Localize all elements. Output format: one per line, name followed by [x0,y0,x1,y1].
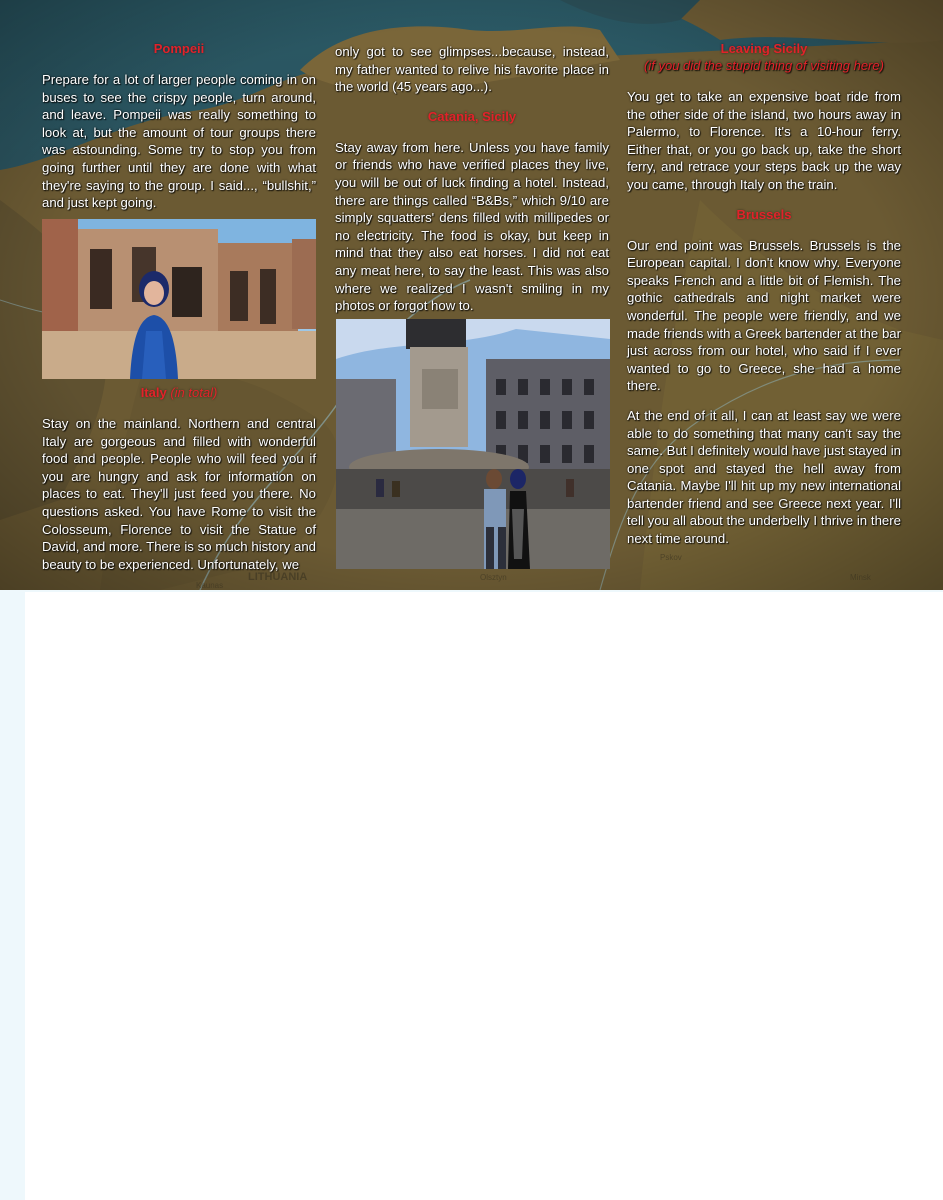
pompeii-paragraph: Prepare for a lot of larger people coming in on buses to see the crispy people, turn around, and leave. Pompeii was really something to look at, but the amount of tour groups there was astounding. Some try to stop you from going further until they are done with what they're saying to the group. I said..., “bullshit,” and just kept going. [42,72,316,211]
pompeii-heading: Pompeii [153,41,205,56]
italy-section [42,384,316,585]
italy-heading: Italy (in total) [140,385,218,400]
map-label: Olsztyn [480,573,507,582]
italy-paragraph: Stay on the mainland. Northern and central Italy are gorgeous and filled with wonderful food and people. People who will feed you if you are hungry and ask for information on places to eat. They'll just feed you there. No questions asked. You have Rome to visit the Colosseum, Florence to visit the Statue of David, and more. There is so much history and beauty to be experienced. Unfortunately, we [42,416,316,572]
catania-heading: Catania, Sicily [427,108,517,124]
leaving-sicily-subheading: (if you did the stupid thing of visiting here) [644,58,884,73]
map-label: Pskov [660,553,682,562]
page-margin-strip [0,592,25,1200]
column-1 [42,40,316,224]
map-label: Minsk [850,573,871,582]
continued-paragraph: only got to see glimpses...because, instead, my father wanted to relive his favorite place in the world (45 years ago...). [335,44,609,95]
pompeii-photo [42,219,316,379]
leaving-sicily-paragraph: You get to take an expensive boat ride from the other side of the island, two hours away in Palermo, to Florence. It's a 10-hour ferry. Either that, or you go back up, take the short ferry, and retrace your steps back up the way you came, through Italy on the train. [627,89,901,192]
brussels-paragraph: Our end point was Brussels. Brussels is the European capital. I don't know why. Everyone speaks French and a little bit of Flemish. The gothic cathedrals and night market were wonderful. The people were friendly, and we made friends with a Greek bartender at the bar just across from our hotel, who said if I ever wanted to go to Greece, she had a home there. [627,237,901,394]
map-label: LITHUANIA [248,571,308,583]
column-2 [335,44,609,327]
map-label: Kaunas [196,581,224,590]
closing-paragraph: At the end of it all, I can at least say we were able to do something that many can't say the same. But I definitely would have just stayed in one spot and stayed the hell away from Catania. Maybe I'll hit up my new international bartender friend and see Greece next year. I'll tell you all about the underbelly I thrive in there next time around. [627,407,901,547]
blank-page-area [25,592,943,1200]
leaving-sicily-heading: Leaving Sicily [720,41,808,56]
brussels-heading: Brussels [736,206,792,222]
italy-heading-note: (in total) [170,385,218,400]
column-3 [627,40,901,560]
catania-photo [336,319,610,569]
magazine-spread [0,0,943,590]
catania-paragraph: Stay away from here. Unless you have family or friends who have verified places they live, you will be out of luck finding a hotel. Instead, there are things called “B&Bs,” which 9/10 are simply squatters' dens filled with millipedes or no electricity. The food is okay, but keep in mind that they also eat horses. I did not eat any meat here, to say the least. This was also where we realized I wasn't smiling in my photos or forgot how to. [335,139,609,314]
